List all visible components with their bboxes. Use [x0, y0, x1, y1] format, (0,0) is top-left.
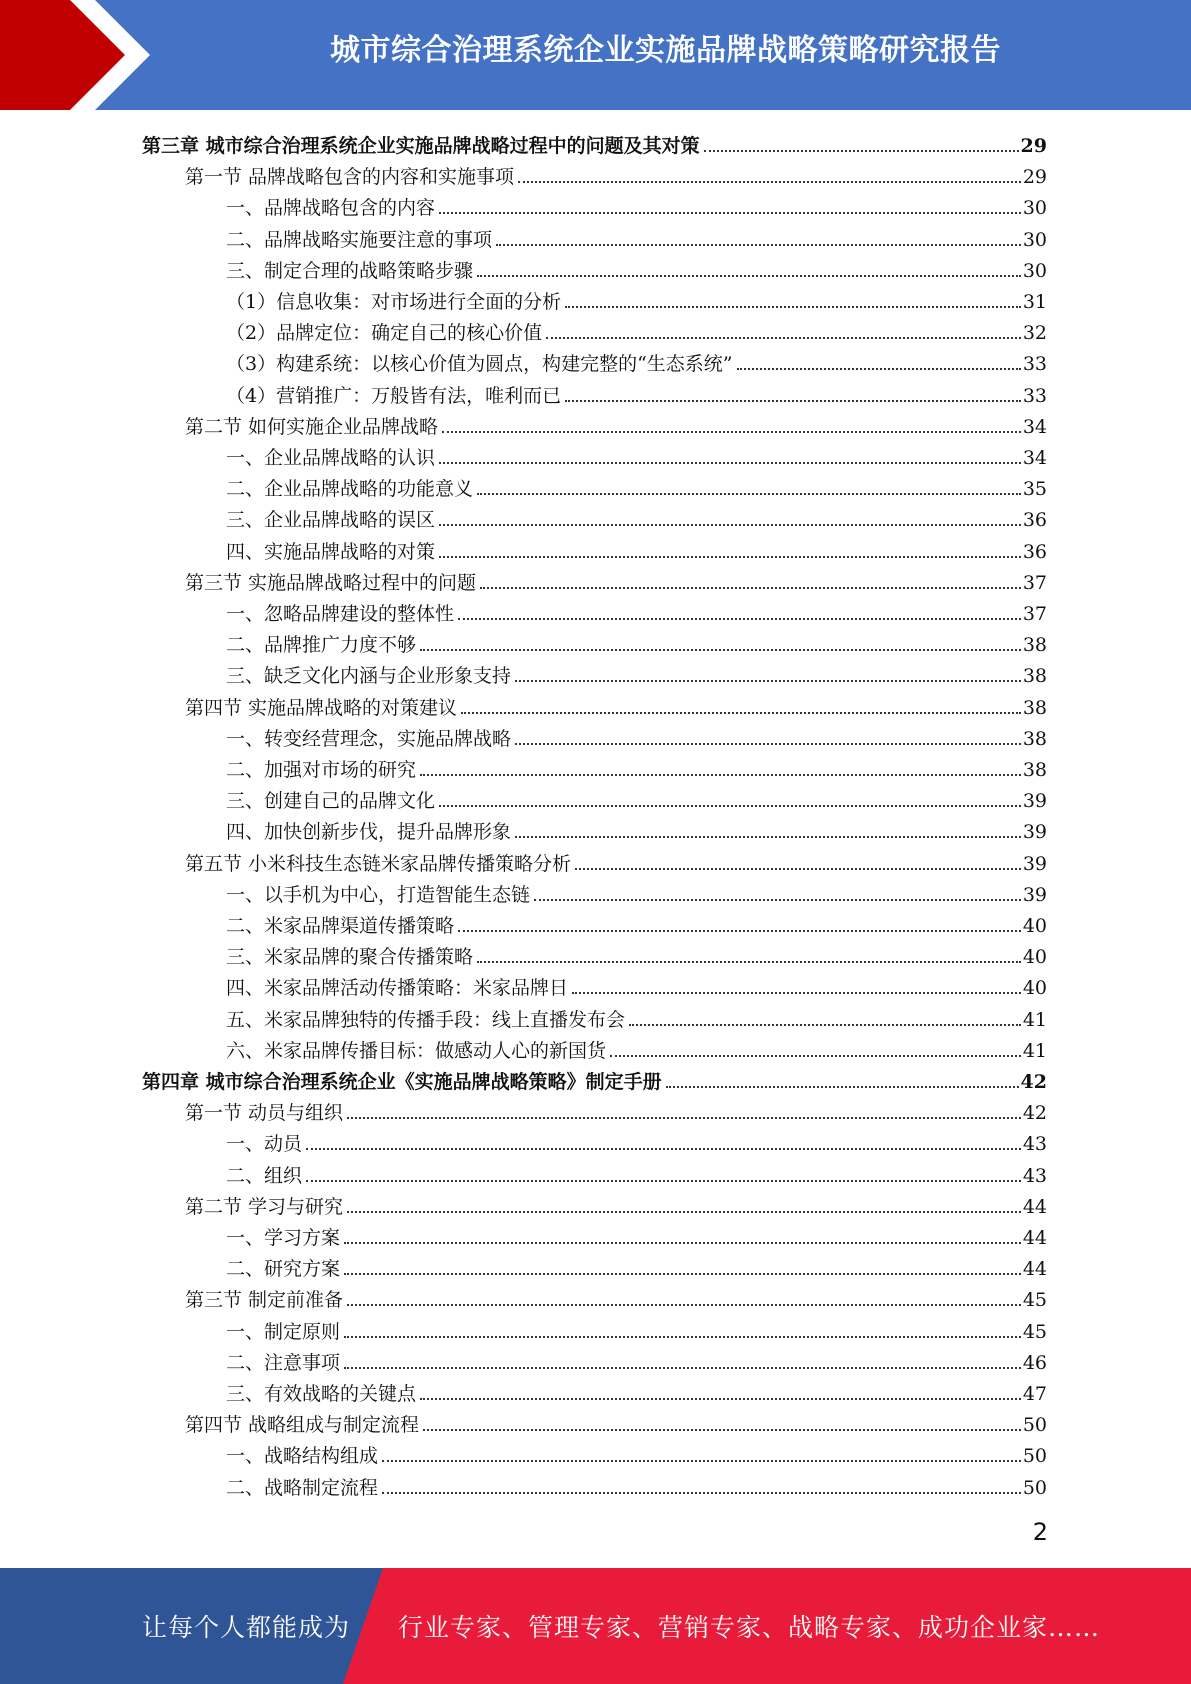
- toc-entry-text: 二、加强对市场的研究: [226, 759, 417, 781]
- toc-entry-text: 第四节 战略组成与制定流程: [185, 1414, 420, 1437]
- toc-dot-leader: [518, 181, 1021, 183]
- toc-item[interactable]: [226, 1437, 1047, 1468]
- toc-section[interactable]: [185, 689, 1047, 720]
- toc-entry-text: 二、企业品牌战略的功能意义: [226, 478, 474, 501]
- toc-page-number: 40: [1022, 977, 1047, 1000]
- toc-page-number: 30: [1022, 197, 1047, 220]
- toc-page-number: 41: [1022, 1008, 1047, 1031]
- toc-entry-text: 第四节 实施品牌战略的对策建议: [185, 696, 458, 719]
- toc-section[interactable]: [185, 1406, 1047, 1437]
- toc-page-number: 50: [1022, 1414, 1047, 1437]
- toc-page-number: 46: [1022, 1351, 1047, 1374]
- toc-page-number: 36: [1022, 509, 1047, 532]
- toc-dot-leader: [420, 649, 1021, 651]
- toc-page-number: 39: [1022, 790, 1047, 813]
- toc-dot-leader: [458, 618, 1021, 620]
- toc-page-number: 50: [1022, 1476, 1047, 1499]
- toc-item[interactable]: [226, 813, 1047, 844]
- toc-section[interactable]: [185, 1094, 1047, 1125]
- toc-item[interactable]: [226, 252, 1047, 283]
- toc-item[interactable]: [226, 501, 1047, 532]
- toc-item[interactable]: [226, 470, 1047, 501]
- page-number: 2: [1032, 1518, 1048, 1546]
- toc-entry-text: 二、研究方案: [226, 1258, 341, 1281]
- toc-dot-leader: [565, 400, 1021, 402]
- toc-entry-text: 六、米家品牌传播目标：做感动人心的新国货: [226, 1039, 607, 1062]
- toc-item[interactable]: [226, 221, 1047, 252]
- toc-dot-leader: [477, 493, 1021, 495]
- toc-entry-text: 三、有效战略的关键点: [226, 1383, 417, 1405]
- toc-item[interactable]: [226, 751, 1047, 782]
- toc-dot-leader: [439, 212, 1021, 214]
- toc-page-number: 41: [1022, 1039, 1047, 1062]
- toc-page-number: 38: [1022, 634, 1047, 657]
- toc-page-number: 43: [1022, 1133, 1047, 1156]
- toc-item[interactable]: [226, 876, 1047, 907]
- toc-dot-leader: [666, 1086, 1019, 1088]
- toc-dot-leader: [704, 150, 1019, 152]
- toc-entry-text: 二、品牌推广力度不够: [226, 634, 417, 657]
- toc-entry-text: 三、缺乏文化内涵与企业形象支持: [226, 665, 512, 688]
- toc-entry-text: 二、战略制定流程: [226, 1476, 379, 1499]
- toc-page-number: 34: [1022, 447, 1047, 469]
- toc-page-number: 47: [1022, 1383, 1047, 1405]
- toc-entry-text: 一、制定原则: [226, 1320, 341, 1343]
- toc-page-number: 38: [1022, 759, 1047, 781]
- toc-item[interactable]: [226, 938, 1047, 969]
- toc-page-number: 30: [1022, 259, 1047, 282]
- toc-entry-text: 一、转变经营理念，实施品牌战略: [226, 727, 512, 750]
- toc-chapter[interactable]: [142, 1063, 1047, 1094]
- toc-item[interactable]: [226, 1125, 1047, 1156]
- toc-dot-leader: [458, 930, 1021, 932]
- toc-dot-leader: [439, 805, 1021, 807]
- page-header: [0, 0, 1191, 110]
- toc-item[interactable]: [226, 439, 1047, 470]
- toc-dot-leader: [515, 743, 1021, 745]
- toc-page-number: 37: [1022, 603, 1047, 625]
- toc-page-number: 45: [1022, 1289, 1047, 1312]
- toc-entry-text: 三、制定合理的战略策略步骤: [226, 259, 474, 282]
- toc-page-number: 36: [1022, 540, 1047, 563]
- toc-dot-leader: [461, 712, 1021, 714]
- toc-dot-leader: [347, 1304, 1021, 1306]
- toc-page-number: 50: [1022, 1445, 1047, 1468]
- toc-page-number: 42: [1022, 1102, 1047, 1125]
- toc-dot-leader: [575, 868, 1021, 870]
- toc-dot-leader: [477, 961, 1021, 963]
- toc-page-number: 40: [1022, 915, 1047, 937]
- toc-page-number: 35: [1022, 478, 1047, 501]
- toc-entry-text: 二、注意事项: [226, 1351, 341, 1374]
- toc-page-number: 39: [1022, 852, 1047, 875]
- toc-page-number: 34: [1022, 415, 1047, 438]
- toc-dot-leader: [610, 1055, 1021, 1057]
- toc-entry-text: 一、战略结构组成: [226, 1445, 379, 1468]
- toc-dot-leader: [344, 1273, 1021, 1275]
- toc-dot-leader: [344, 1242, 1021, 1244]
- toc-item[interactable]: [226, 1157, 1047, 1188]
- toc-entry-text: 一、企业品牌战略的认识: [226, 447, 436, 469]
- toc-page-number: 33: [1022, 384, 1047, 407]
- toc-dot-leader: [382, 1492, 1021, 1494]
- toc-dot-leader: [572, 992, 1021, 994]
- toc-page-number: 39: [1022, 883, 1047, 906]
- toc-page-number: 32: [1022, 322, 1047, 345]
- toc-dot-leader: [439, 524, 1021, 526]
- toc-entry-text: （3）构建系统：以核心价值为圆点，构建完整的“生态系统”: [226, 353, 733, 376]
- toc-entry-text: 四、实施品牌战略的对策: [226, 540, 436, 563]
- toc-dot-leader: [737, 368, 1021, 370]
- footer-slogan-left: 让每个人都能成为: [142, 1613, 351, 1642]
- toc-dot-leader: [423, 1429, 1021, 1431]
- toc-item[interactable]: [226, 1375, 1047, 1406]
- toc-dot-leader: [477, 275, 1021, 277]
- toc-page-number: 38: [1022, 727, 1047, 750]
- toc-item[interactable]: [226, 1001, 1047, 1032]
- toc-entry-text: 第四章 城市综合治理系统企业《实施品牌战略策略》制定手册: [142, 1071, 662, 1093]
- toc-page-number: 29: [1022, 166, 1047, 189]
- toc-dot-leader: [629, 1024, 1021, 1026]
- toc-item[interactable]: [226, 969, 1047, 1000]
- toc-item[interactable]: [226, 595, 1047, 626]
- toc-dot-leader: [344, 1367, 1021, 1369]
- page-footer: [0, 1568, 1191, 1684]
- toc-entry-text: 一、忽略品牌建设的整体性: [226, 603, 455, 625]
- toc-entry-text: （1）信息收集：对市场进行全面的分析: [226, 291, 562, 313]
- toc-page-number: 38: [1022, 696, 1047, 719]
- toc-entry-text: 第二节 如何实施企业品牌战略: [185, 415, 439, 438]
- toc-entry-text: 五、米家品牌独特的传播手段：线上直播发布会: [226, 1008, 626, 1031]
- toc-entry-text: 三、创建自己的品牌文化: [226, 790, 436, 813]
- toc-dot-leader: [546, 337, 1021, 339]
- toc-dot-leader: [515, 680, 1021, 682]
- toc-dot-leader: [565, 306, 1021, 308]
- toc-page-number: 42: [1020, 1071, 1047, 1093]
- toc-item[interactable]: [226, 533, 1047, 564]
- toc-section[interactable]: [185, 1281, 1047, 1312]
- toc-dot-leader: [439, 462, 1021, 464]
- toc-entry-text: 二、组织: [226, 1164, 303, 1187]
- toc-entry-text: 第五节 小米科技生态链米家品牌传播策略分析: [185, 852, 572, 875]
- toc-page-number: 44: [1022, 1195, 1047, 1218]
- toc-entry-text: 第三章 城市综合治理系统企业实施品牌战略过程中的问题及其对策: [142, 135, 700, 157]
- toc-page-number: 30: [1022, 228, 1047, 251]
- toc-entry-text: 第二节 学习与研究: [185, 1195, 344, 1218]
- toc-entry-text: 二、品牌战略实施要注意的事项: [226, 228, 493, 251]
- toc-dot-leader: [382, 1460, 1021, 1462]
- footer-slogan-right: 行业专家、管理专家、营销专家、战略专家、成功企业家……: [398, 1613, 1101, 1642]
- toc-entry-text: 一、品牌战略包含的内容: [226, 197, 436, 220]
- toc-page-number: 44: [1022, 1227, 1047, 1249]
- toc-entry-text: 第三节 制定前准备: [185, 1289, 344, 1312]
- toc-item[interactable]: [226, 1219, 1047, 1250]
- toc-entry-text: （2）品牌定位：确定自己的核心价值: [226, 322, 543, 345]
- toc-page-number: 38: [1022, 665, 1047, 688]
- toc-item[interactable]: [226, 1469, 1047, 1500]
- toc-item[interactable]: [226, 1313, 1047, 1344]
- toc-item[interactable]: [226, 377, 1047, 408]
- toc-item[interactable]: [226, 720, 1047, 751]
- toc-entry-text: （4）营销推广：万般皆有法，唯利而已: [226, 384, 562, 407]
- toc-page-number: 45: [1022, 1320, 1047, 1343]
- toc-page-number: 44: [1022, 1258, 1047, 1281]
- toc-section[interactable]: [185, 408, 1047, 439]
- toc-dot-leader: [347, 1211, 1021, 1213]
- toc-item[interactable]: [226, 782, 1047, 813]
- toc-section[interactable]: [185, 564, 1047, 595]
- toc-section[interactable]: [185, 1188, 1047, 1219]
- toc-entry-text: 第一节 动员与组织: [185, 1102, 344, 1125]
- toc-item[interactable]: [226, 657, 1047, 688]
- toc-entry-text: 三、米家品牌的聚合传播策略: [226, 946, 474, 969]
- toc-page-number: 29: [1020, 135, 1047, 157]
- toc-dot-leader: [439, 556, 1021, 558]
- toc-item[interactable]: [226, 626, 1047, 657]
- toc-dot-leader: [344, 1336, 1021, 1338]
- toc-dot-leader: [347, 1117, 1021, 1119]
- toc-page-number: 31: [1022, 291, 1047, 313]
- toc-page-number: 37: [1022, 571, 1047, 594]
- toc-entry-text: 二、米家品牌渠道传播策略: [226, 915, 455, 937]
- toc-dot-leader: [480, 587, 1021, 589]
- toc-dot-leader: [496, 244, 1021, 246]
- toc-item[interactable]: [226, 283, 1047, 314]
- toc-entry-text: 一、以手机为中心，打造智能生态链: [226, 883, 531, 906]
- toc-entry-text: 一、动员: [226, 1133, 303, 1156]
- toc-page-number: 39: [1022, 821, 1047, 844]
- toc-entry-text: 四、加快创新步伐，提升品牌形象: [226, 821, 512, 844]
- toc-item[interactable]: [226, 189, 1047, 220]
- toc-dot-leader: [420, 1398, 1021, 1400]
- toc-dot-leader: [515, 836, 1021, 838]
- toc-item[interactable]: [226, 345, 1047, 376]
- toc-dot-leader: [420, 774, 1021, 776]
- toc-dot-leader: [306, 1148, 1021, 1150]
- report-title: 城市综合治理系统企业实施品牌战略策略研究报告: [330, 33, 1001, 68]
- toc-chapter[interactable]: [142, 127, 1047, 158]
- toc-item[interactable]: [226, 1344, 1047, 1375]
- toc-page-number: 40: [1022, 946, 1047, 969]
- toc-dot-leader: [306, 1180, 1021, 1182]
- toc-page-number: 33: [1022, 353, 1047, 376]
- chevron-decoration: [0, 0, 160, 110]
- toc-item[interactable]: [226, 907, 1047, 938]
- toc-entry-text: 一、学习方案: [226, 1227, 341, 1249]
- toc-entry-text: 第一节 品牌战略包含的内容和实施事项: [185, 166, 515, 189]
- toc-entry-text: 三、企业品牌战略的误区: [226, 509, 436, 532]
- toc-item[interactable]: [226, 1032, 1047, 1063]
- toc-dot-leader: [442, 431, 1021, 433]
- toc-entry-text: 第三节 实施品牌战略过程中的问题: [185, 571, 477, 594]
- toc-entry-text: 四、米家品牌活动传播策略：米家品牌日: [226, 977, 569, 1000]
- toc-section[interactable]: [185, 158, 1047, 189]
- toc-item[interactable]: [226, 1250, 1047, 1281]
- toc-section[interactable]: [185, 845, 1047, 876]
- toc-item[interactable]: [226, 314, 1047, 345]
- toc-page-number: 43: [1022, 1164, 1047, 1187]
- toc-dot-leader: [534, 899, 1021, 901]
